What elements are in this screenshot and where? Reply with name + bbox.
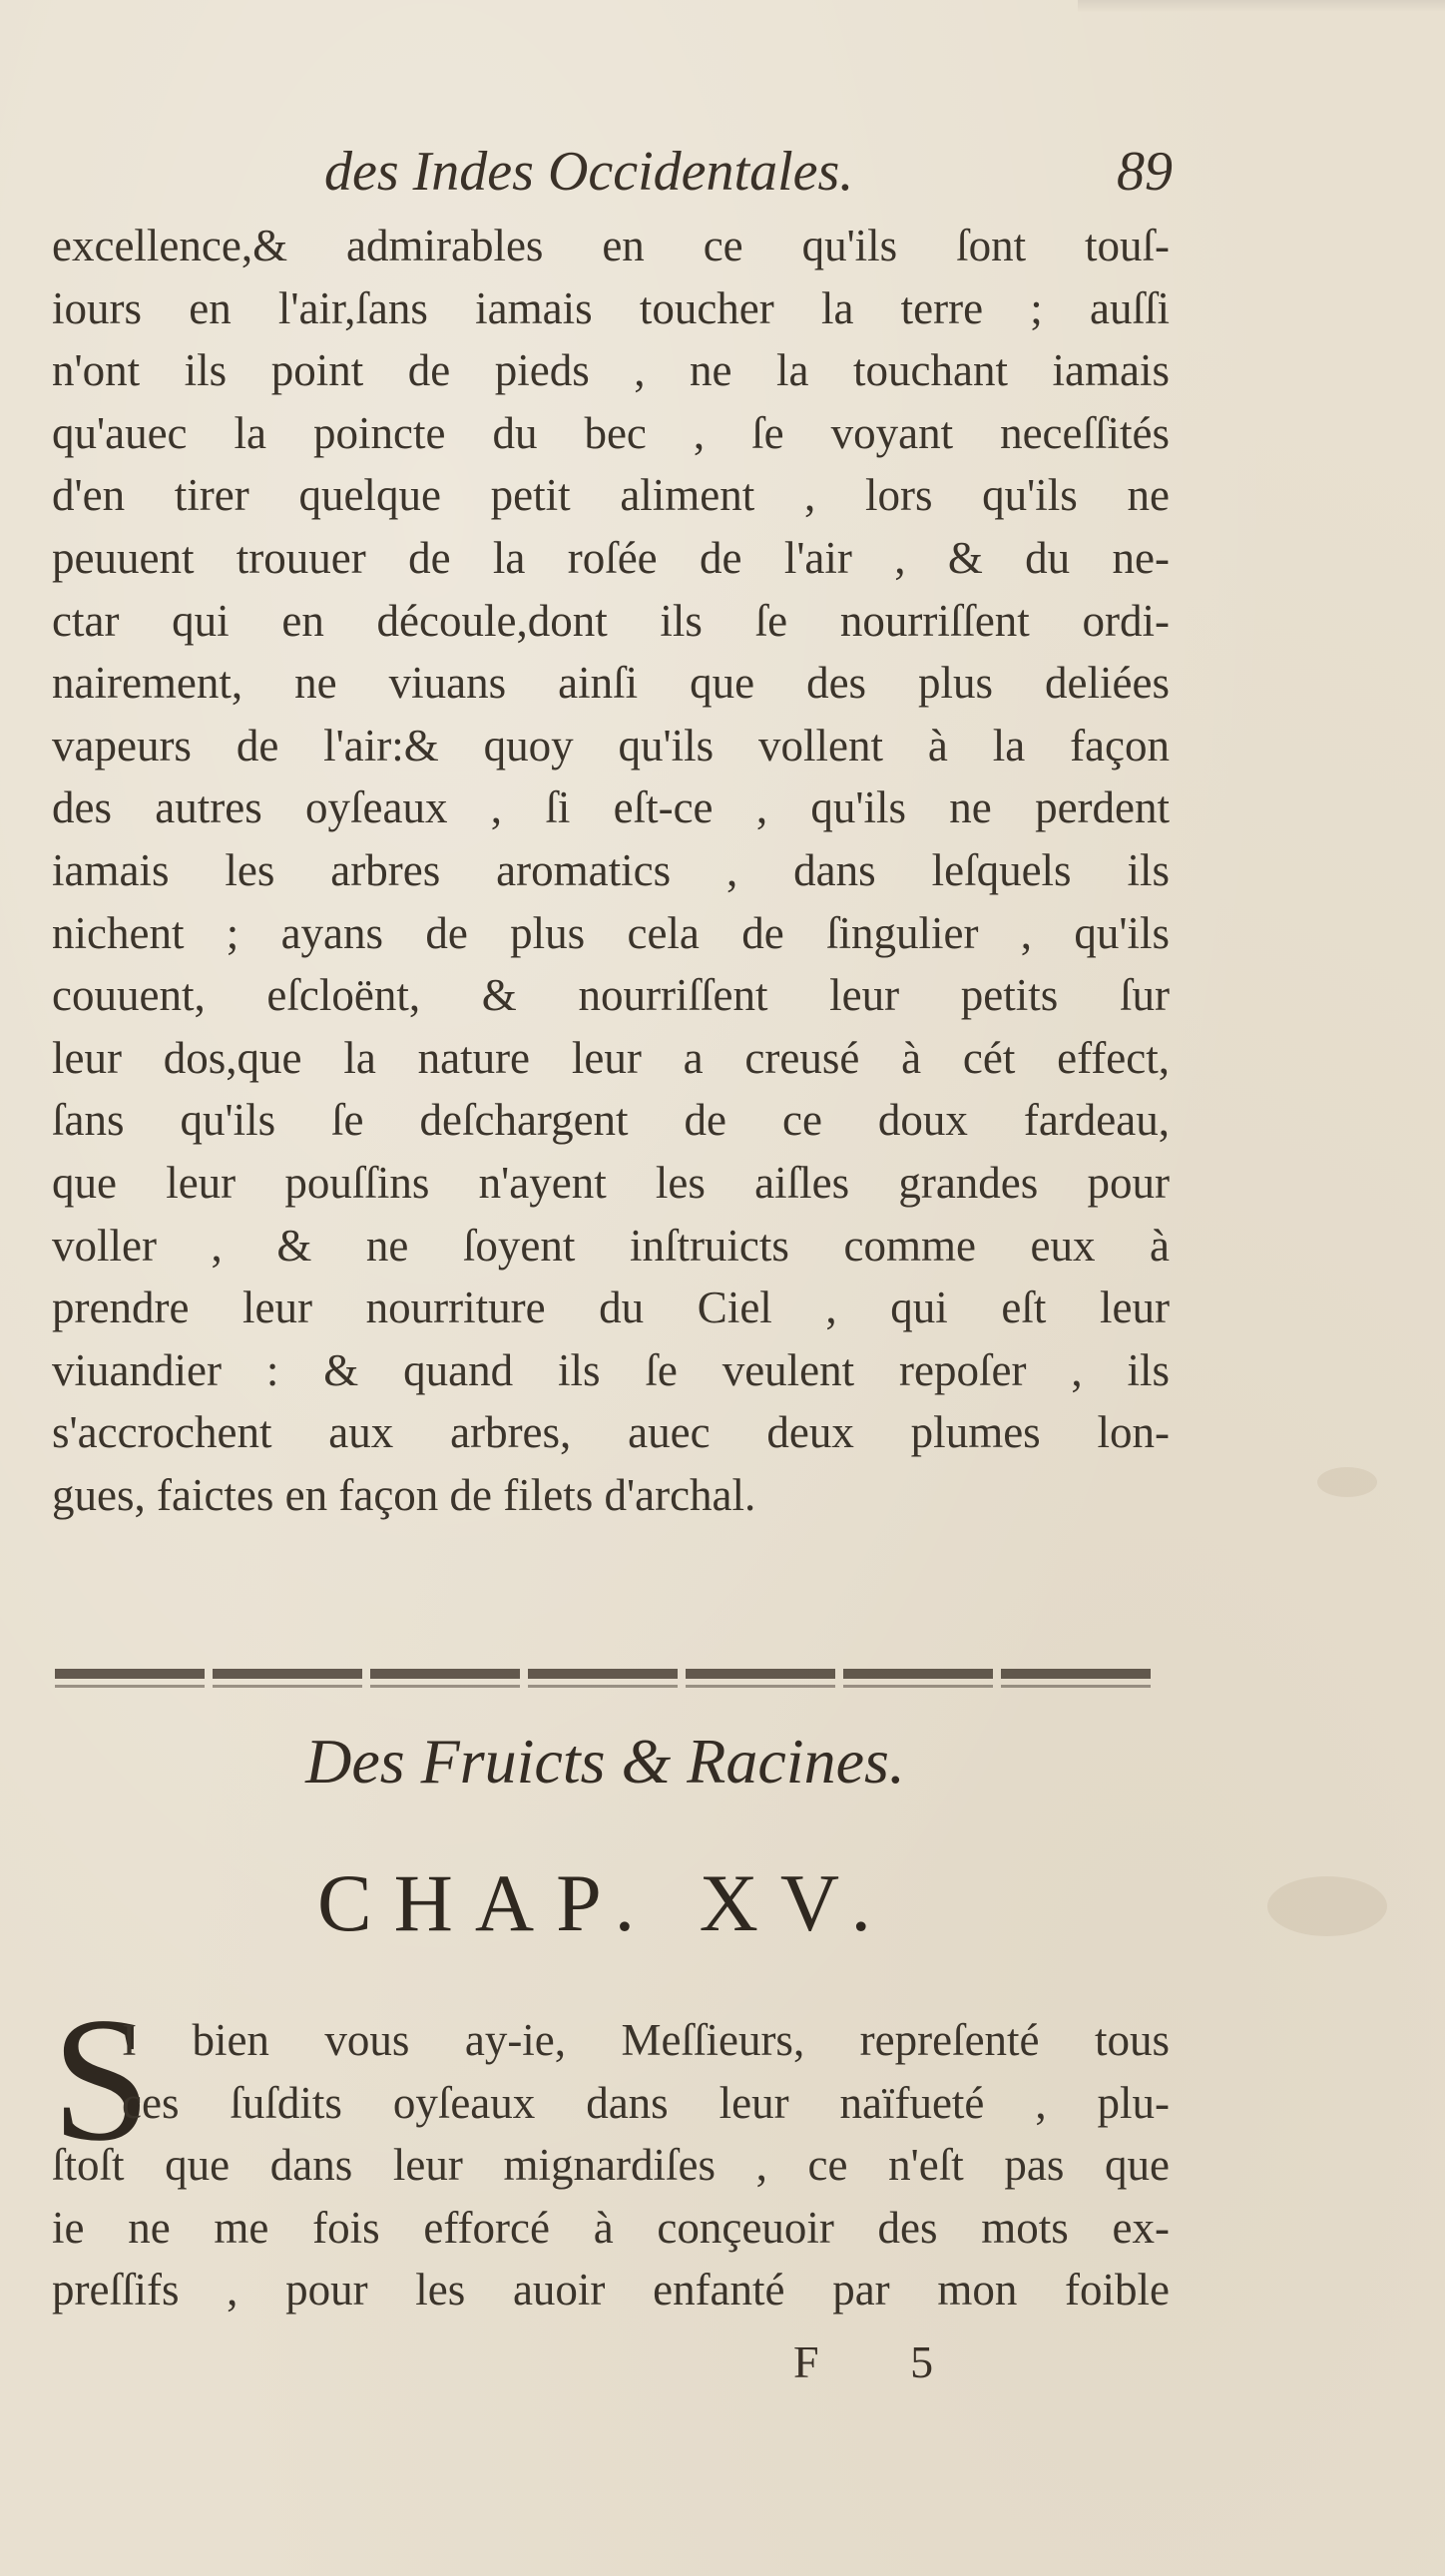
text-line: leur dos,que la nature leur a creusé à cét effect,: [52, 1032, 1170, 1083]
ornamental-rule: [55, 1669, 1158, 1679]
text-line: ſtoſt que dans leur mignardiſes , ce n'eſt pas que: [52, 2140, 1170, 2191]
text-line: ces ſuſdits oyſeaux dans leur naïfueté , plu-: [122, 2077, 1170, 2128]
text-line: que leur pouſſins n'ayent les aiſles grandes pour: [52, 1157, 1170, 1208]
section-heading: Des Fruicts & Racines.: [305, 1726, 905, 1797]
text-line: excellence,& admirables en ce qu'ils ſont touſ-: [52, 221, 1170, 270]
text-line: ctar qui en découle,dont ils ſe nourriſſent ordi-: [52, 595, 1170, 646]
text-line: d'en tirer quelque petit aliment , lors qu'ils ne: [52, 470, 1170, 521]
text-line: couuent, eſcloënt, & nourriſſent leur petits ſur: [52, 970, 1170, 1021]
text-line: prendre leur nourriture du Ciel , qui eſt leur: [52, 1283, 1170, 1333]
running-head: [324, 140, 1173, 210]
text-line: viuandier : & quand ils ſe veulent repoſer , ils: [52, 1344, 1170, 1395]
text-line: iamais les arbres aromatics , dans leſquels ils: [52, 844, 1170, 895]
text-line: peuuent trouuer de la roſée de l'air , & du ne-: [52, 532, 1170, 583]
text-line: voller , & ne ſoyent inſtruicts comme eux à: [52, 1220, 1170, 1271]
text-line: nichent ; ayans de plus cela de ſingulier , qu'ils: [52, 907, 1170, 958]
ornamental-rule-underline: [55, 1685, 1158, 1688]
text-line: vapeurs de l'air:& quoy qu'ils vollent à la façon: [52, 720, 1170, 771]
body-paragraph: [52, 215, 1170, 1526]
text-line: nairement, ne viuans ainſi que des plus deliées: [52, 658, 1170, 709]
paper-stain: [1267, 1876, 1387, 1936]
page-number: 89: [1117, 141, 1173, 203]
paper-stain: [1317, 1467, 1377, 1497]
text-line: gues, faictes en façon de filets d'archal.: [52, 1469, 756, 1520]
chapter-paragraph: [52, 2008, 1170, 2320]
text-line: preſſifs , pour les auoir enfanté par mon foible: [52, 2265, 1170, 2316]
text-line: s'accrochent aux arbres, auec deux plumes lon-: [52, 1407, 1170, 1458]
drop-cap: S: [52, 1980, 151, 2178]
text-line: qu'auec la poincte du bec , ſe voyant neceſſités: [52, 407, 1170, 458]
running-title: des Indes Occidentales.: [324, 141, 854, 203]
text-line: ſans qu'ils ſe deſchargent de ce doux fardeau,: [52, 1095, 1170, 1146]
signature-mark: F 5: [793, 2336, 974, 2387]
chapter-heading: CHAP. XV.: [316, 1857, 893, 1948]
text-line: I bien vous ay-ie, Meſſieurs, repreſenté tous: [122, 2015, 1170, 2065]
page-edge-shadow: [1078, 0, 1445, 12]
text-line: n'ont ils point de pieds , ne la touchant iamais: [52, 345, 1170, 396]
text-line: ie ne me fois efforcé à conçeuoir des mots ex-: [52, 2202, 1170, 2253]
text-line: iours en l'air,ſans iamais toucher la terre ; auſſi: [52, 282, 1170, 333]
text-line: des autres oyſeaux , ſi eſt-ce , qu'ils ne perdent: [52, 782, 1170, 833]
